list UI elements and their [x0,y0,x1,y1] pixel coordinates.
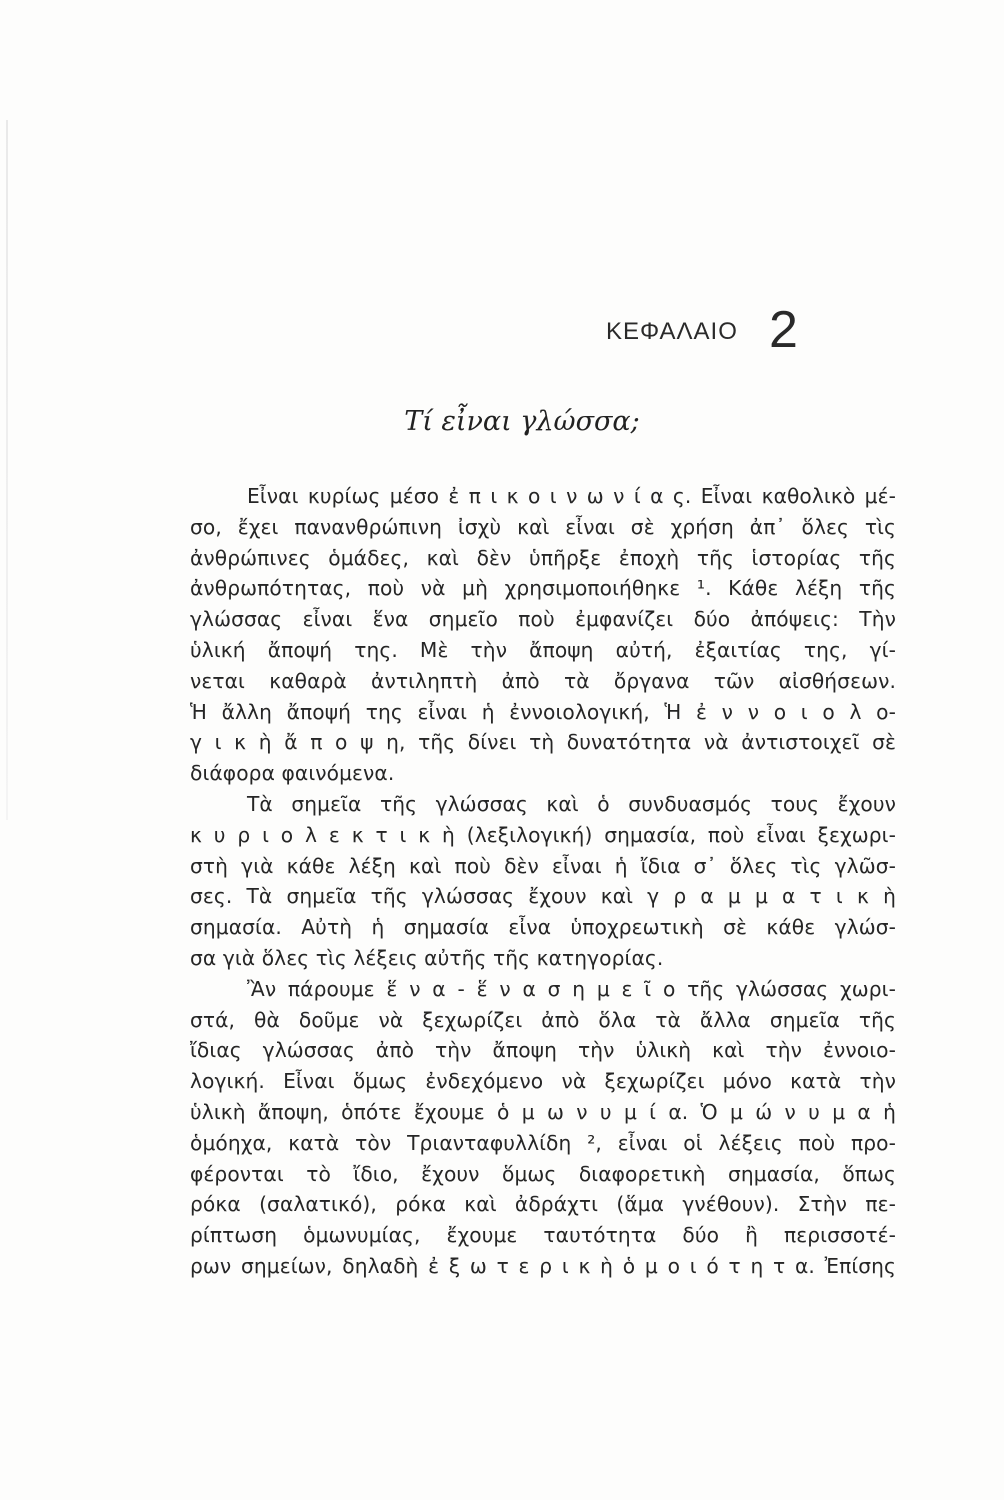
body-text [190,481,896,1282]
text-line: διάφορα φαινόμενα. [190,761,395,786]
text-line: ὑλική ἄποψή της. Μὲ τὴν ἄποψη αὐτή, ἐξαιτίας της, γί- [190,637,896,662]
text-line: σες. Τὰ σημεῖα τῆς γλώσσας ἔχουν καὶ γ ρ α μ μ α τ ι κ ὴ [190,884,896,909]
text-line: ρόκα (σαλατικό), ρόκα καὶ ἀδράχτι (ἅμα γνέθουν). Στὴν πε- [190,1192,896,1217]
text-line: κ υ ρ ι ο λ ε κ τ ι κ ὴ (λεξιλογική) σημασία, ποὺ εἶναι ξεχωρι- [190,822,896,847]
text-line: ὑλικὴ ἄποψη, ὁπότε ἔχουμε ὁ μ ω ν υ μ ί α. Ὁ μ ώ ν υ μ α ἡ [190,1099,896,1124]
text-line: Ἂν πάρουμε ἕ ν α - ἕ ν α σ η μ ε ῖ ο τῆς γλώσσας χωρι- [247,976,896,1001]
text-line: γλώσσας εἶναι ἕνα σημεῖο ποὺ ἐμφανίζει δύο ἀπόψεις: Τὴν [190,607,896,632]
text-line: ρων σημείων, δηλαδὴ ἐ ξ ω τ ε ρ ι κ ὴ ὁ μ ο ι ό τ η τ α. Ἐπίσης [190,1253,896,1278]
page-edge-shadow [6,120,8,820]
text-line: ἀνθρώπινες ὁμάδες, καὶ δὲν ὑπῆρξε ἐποχὴ τῆς ἱστορίας τῆς [190,545,896,570]
text-line: λογική. Εἶναι ὅμως ἐνδεχόμενο νὰ ξεχωρίζει μόνο κατὰ τὴν [190,1069,896,1094]
text-line: γ ι κ ὴ ἄ π ο ψ η, τῆς δίνει τὴ δυνατότητα νὰ ἀντιστοιχεῖ σὲ [190,730,896,755]
text-line: φέρονται τὸ ἴδιο, ἔχουν ὅμως διαφορετικὴ σημασία, ὅπως [190,1161,896,1186]
text-line: ρίπτωση ὁμωνυμίας, ἔχουμε ταυτότητα δύο ἢ περισσοτέ- [190,1223,896,1248]
text-line: ὁμόηχα, κατὰ τὸν Τριανταφυλλίδη ², εἶναι οἱ λέξεις ποὺ προ- [190,1130,896,1155]
text-line: στὴ γιὰ κάθε λέξη καὶ ποὺ δὲν εἶναι ἡ ἴδια σ᾽ ὅλες τὶς γλῶσ- [190,853,896,878]
text-line: σημασία. Αὐτὴ ἡ σημασία εἶνα ὑποχρεωτικὴ σὲ κάθε γλώσ- [190,915,896,940]
chapter-heading [606,300,866,360]
text-line: ἴδιας γλώσσας ἀπὸ τὴν ἄποψη τὴν ὑλικὴ καὶ τὴν ἐννοιο- [190,1038,896,1063]
text-line: ἀνθρωπότητας, ποὺ νὰ μὴ χρησιμοποιήθηκε ¹. Κάθε λέξη τῆς [190,576,896,601]
text-line: νεται καθαρὰ ἀντιληπτὴ ἀπὸ τὰ ὄργανα τῶν αἰσθήσεων. [190,668,896,693]
text-line: στά, θὰ δοῦμε νὰ ξεχωρίζει ἀπὸ ὅλα τὰ ἄλλα σημεῖα τῆς [190,1007,896,1032]
chapter-label: ΚΕΦΑΛΑΙΟ [606,318,738,345]
text-line: Εἶναι κυρίως μέσο ἐ π ι κ ο ι ν ω ν ί α ς. Εἶναι καθολικὸ μέ- [247,484,896,508]
text-line: σο, ἔχει πανανθρώπινη ἰσχὺ καὶ εἶναι σὲ χρήση ἀπ᾽ ὅλες τὶς [190,514,896,539]
text-line: Τὰ σημεῖα τῆς γλώσσας καὶ ὁ συνδυασμός τους ἔχουν [247,791,896,816]
text-line: σα γιὰ ὅλες τὶς λέξεις αὐτῆς τῆς κατηγορίας. [190,945,664,970]
chapter-number: 2 [769,301,798,359]
text-line: Ἡ ἄλλη ἄποψή της εἶναι ἡ ἐννοιολογική, Ἡ ἐ ν ν ο ι ο λ ο- [190,699,896,724]
chapter-title: Τί εἶναι γλώσσα; [404,406,640,437]
